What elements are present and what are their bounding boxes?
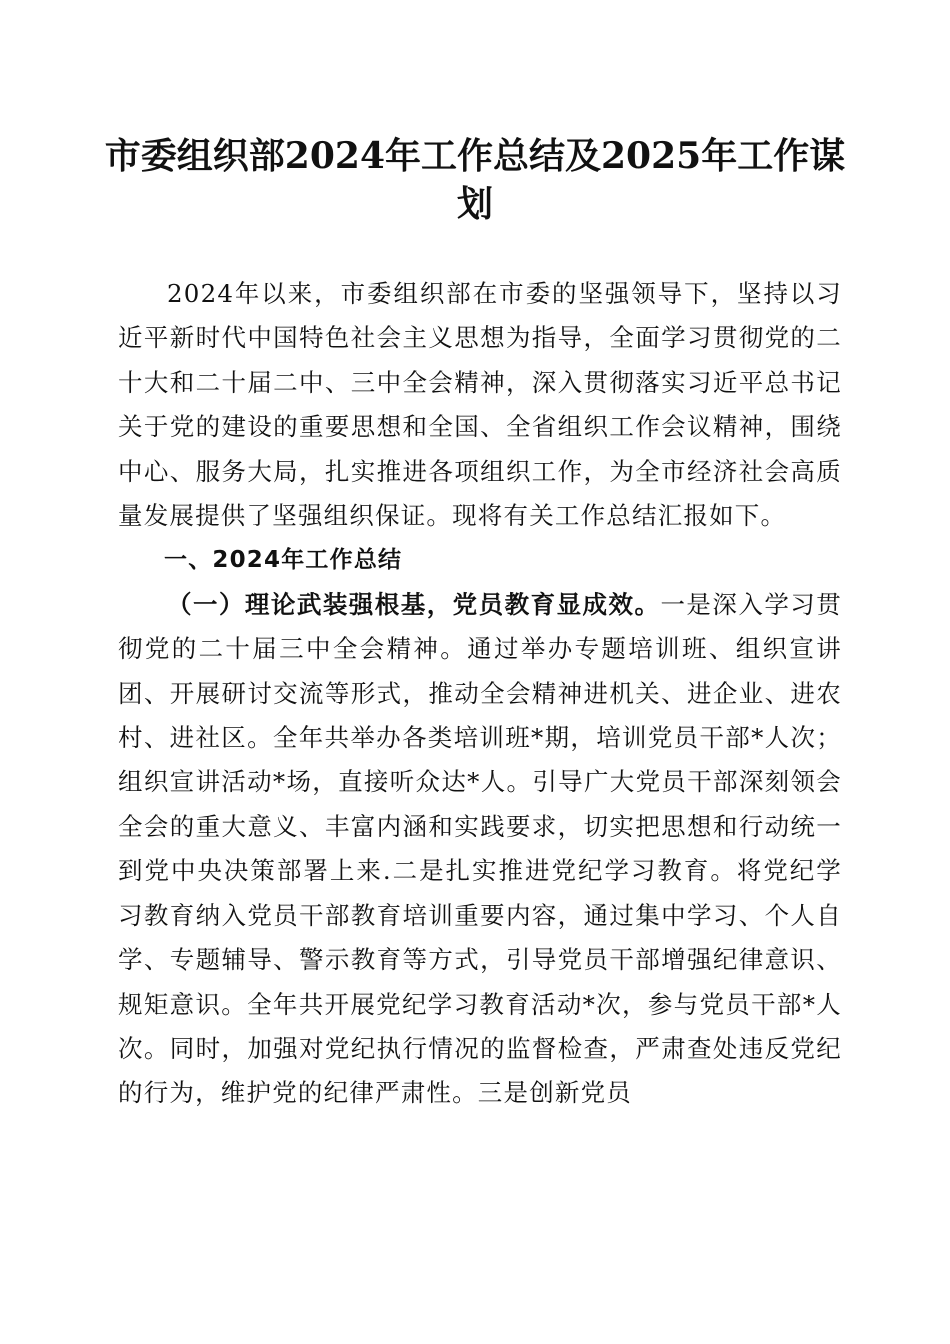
document-body [118, 272, 842, 1116]
document-title: 市委组织部2024年工作总结及2025年工作谋划 [104, 135, 846, 225]
subsection-heading: （一）理论武装强根基，党员教育显成效。 [167, 589, 661, 619]
subsection-body: 一是深入学习贯彻党的二十届三中全会精神。通过举办专题培训班、组织宣讲团、开展研讨交流等形式，推动全会精神进机关、进企业、进农村、进社区。全年共举办各类培训班*期，培训党员干部*人次；组织宣讲活动*场，直接听众达*人。引导广大党员干部深刻领会全会的重大意义、丰富内涵和实践要求，切实把思想和行动统一到党中央决策部署上来.二是扎实推进党纪学习教育。将党纪学习教育纳入党员干部教育培训重要内容，通过集中学习、个人自学、专题辅导、警示教育等方式，引导党员干部增强纪律意识、规矩意识。全年共开展党纪学习教育活动*次，参与党员干部*人次。同时，加强对党纪执行情况的监督检查，严肃查处违反党纪的行为，维护党的纪律严肃性。三是创新党员 [118, 589, 842, 1108]
subsection-paragraph [118, 583, 842, 1116]
section-heading: 一、2024年工作总结 [164, 547, 403, 574]
intro-paragraph: 2024年以来，市委组织部在市委的坚强领导下，坚持以习近平新时代中国特色社会主义思想为指导，全面学习贯彻党的二十大和二十届二中、三中全会精神，深入贯彻落实习近平总书记关于党的建设的重要思想和全国、全省组织工作会议精神，围绕中心、服务大局，扎实推进各项组织工作，为全市经济社会高质量发展提供了坚强组织保证。现将有关工作总结汇报如下。 [118, 279, 842, 531]
